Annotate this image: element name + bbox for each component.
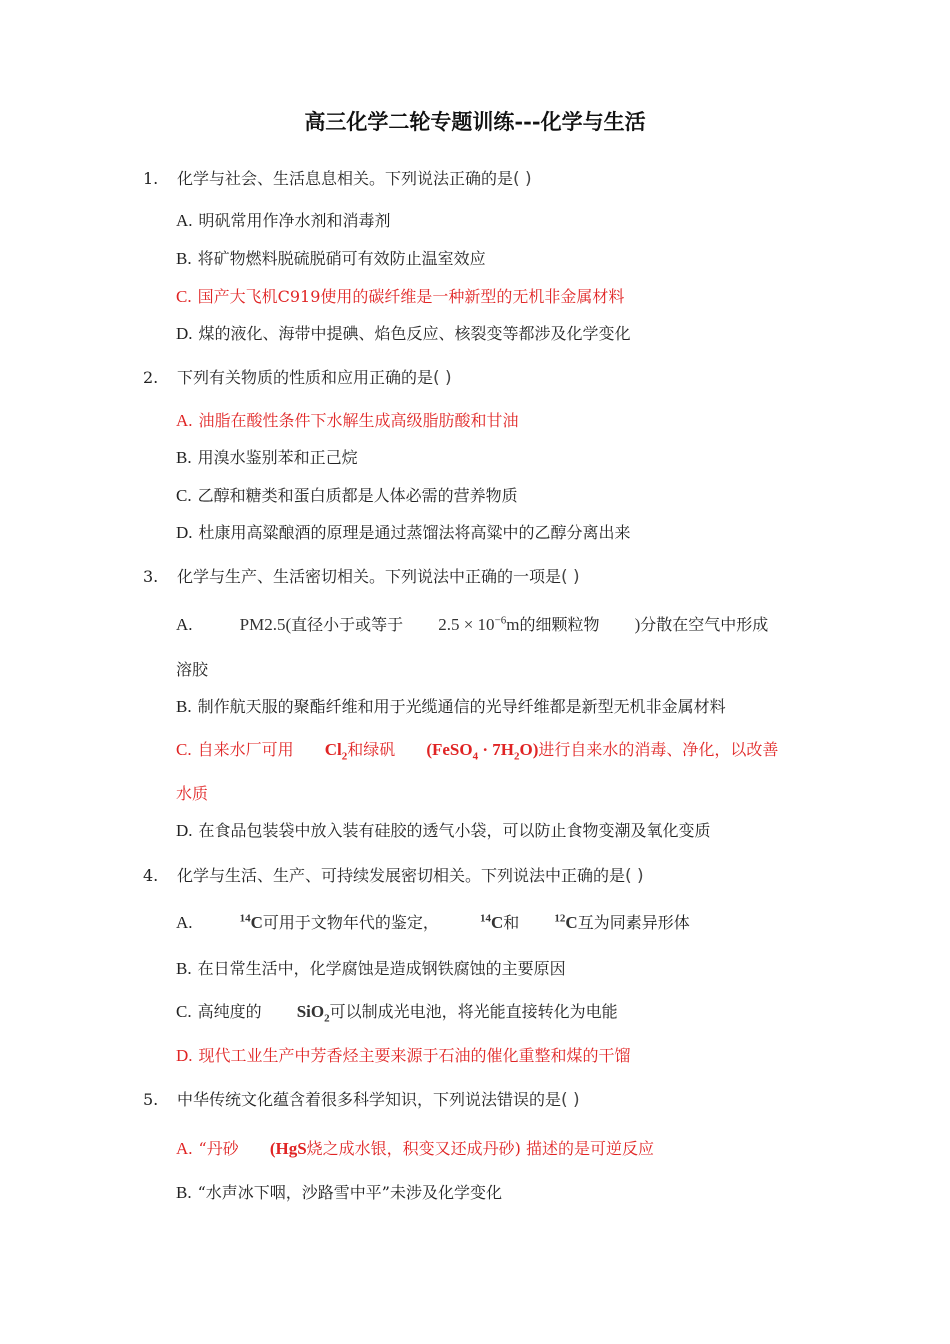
answer-blank: ( ) <box>561 1090 580 1110</box>
page-title: 高三化学二轮专题训练---化学与生活 <box>304 109 646 134</box>
answer-blank: ( ) <box>561 567 580 587</box>
question-4 <box>143 863 644 886</box>
formula-pm25: PM2.5( <box>239 615 292 634</box>
option-3c: C. 自来水厂可用 $Cl_2$和绿矾 (FeSO$_4$ · $7H_2O$)进行自来水的消毒、净化，以改善 <box>176 740 779 763</box>
option-4a: A. $^{14}$C可用于文物年代的鉴定， $^{14}$C和 $^{12}$C互为同素异形体 <box>176 912 690 932</box>
formula-green-vitriol: (FeSO$_4$ · $7H_2O$) <box>426 740 539 763</box>
option-3a: A. PM2.5(直径小于或等于 $2.5 \times 10^{-6}m$的细颗粒物 )分散在空气中形成 <box>176 614 769 634</box>
answer-blank: ( ) <box>433 368 452 388</box>
question-5 <box>143 1087 580 1110</box>
option-1a: A. 明矾常用作净水剂和消毒剂 <box>176 211 391 230</box>
option-4c: C. 高纯度的 SiO$_2$可以制成光电池，将光能直接转化为电能 <box>176 1002 618 1025</box>
question-number: 4. <box>143 866 159 885</box>
option-4d: D. 现代工业生产中芳香烃主要来源于石油的催化重整和煤的干馏 <box>176 1046 631 1065</box>
option-3b: B. 制作航天服的聚酯纤维和用于光缆通信的光导纤维都是新型无机非金属材料 <box>176 697 726 716</box>
question-2 <box>143 365 452 388</box>
option-1b: B. 将矿物燃料脱硫脱硝可有效防止温室效应 <box>176 249 486 268</box>
option-1c: C. 国产大飞机C919使用的碳纤维是一种新型的无机非金属材料 <box>176 287 625 306</box>
question-number: 3. <box>143 567 159 586</box>
option-3d: D. 在食品包装袋中放入装有硅胶的透气小袋，可以防止食物变潮及氧化变质 <box>176 821 711 840</box>
formula-sio2: SiO$_2$ <box>296 1002 330 1025</box>
question-stem: 化学与生产、生活密切相关。下列说法中正确的一项是 <box>177 567 562 586</box>
formula-c14-b: $^{14}$C <box>480 912 504 932</box>
answer-blank: ( ) <box>625 866 644 886</box>
option-4b: B. 在日常生活中，化学腐蚀是造成钢铁腐蚀的主要原因 <box>176 959 566 978</box>
question-1 <box>143 166 532 189</box>
option-2d: D. 杜康用高粱酿酒的原理是通过蒸馏法将高粱中的乙醇分离出来 <box>176 523 631 542</box>
question-number: 2. <box>143 368 159 387</box>
question-stem: 化学与生活、生产、可持续发展密切相关。下列说法中正确的是 <box>177 866 626 885</box>
option-3c-continued: 水质 <box>176 784 209 803</box>
option-5a: A. “丹砂 (HgS烧之成水银，积变又还成丹砂) 描述的是可逆反应 <box>176 1139 654 1158</box>
formula-diameter: $2.5 \times 10^{-6}m$ <box>438 614 520 634</box>
formula-chlorine: $Cl_2$ <box>324 740 348 763</box>
formula-hgs: (HgS <box>269 1139 307 1158</box>
question-stem: 下列有关物质的性质和应用正确的是 <box>177 368 434 387</box>
question-number: 5. <box>143 1090 159 1109</box>
formula-c14: $^{14}$C <box>239 912 263 932</box>
question-stem: 化学与社会、生活息息相关。下列说法正确的是 <box>177 169 514 188</box>
question-number: 1. <box>143 169 159 188</box>
answer-blank: ( ) <box>513 169 532 189</box>
option-1d: D. 煤的液化、海带中提碘、焰色反应、核裂变等都涉及化学变化 <box>176 324 631 343</box>
question-3 <box>143 564 580 587</box>
option-2c: C. 乙醇和糖类和蛋白质都是人体必需的营养物质 <box>176 486 518 505</box>
option-5b: B. “水声冰下咽，沙路雪中平”未涉及化学变化 <box>176 1183 502 1202</box>
formula-c12: $^{12}$C <box>554 912 578 932</box>
option-3a-continued: 溶胶 <box>176 660 209 679</box>
option-2a: A. 油脂在酸性条件下水解生成高级脂肪酸和甘油 <box>176 411 519 430</box>
question-stem: 中华传统文化蕴含着很多科学知识，下列说法错误的是 <box>177 1090 562 1109</box>
option-2b: B. 用溴水鉴别苯和正己烷 <box>176 448 358 467</box>
